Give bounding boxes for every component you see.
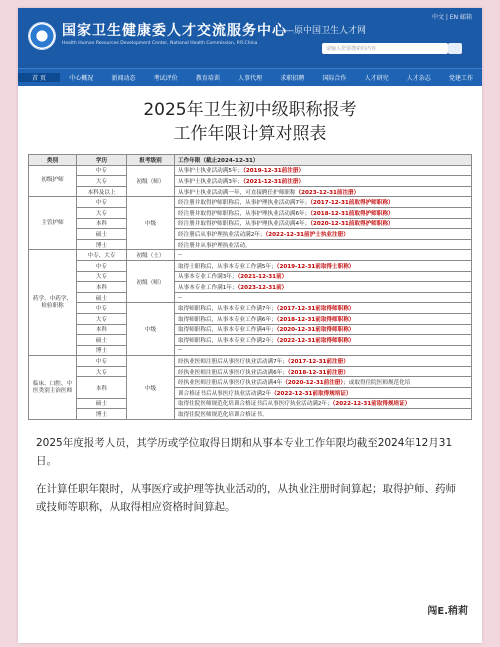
emblem-logo [28,22,56,50]
edu-cell: 硕士 [77,398,127,409]
years-cell: 经注册后从事护理执业活动满2年；（2022-12-31前护士执业注册） [175,229,472,240]
table-row [29,282,472,293]
nav-item-exams[interactable]: 考试评价 [153,75,178,82]
table-row [29,197,472,208]
table-row [29,176,472,187]
edu-cell: 硕士 [77,292,127,303]
nav-item-international[interactable]: 国际合作 [322,75,347,82]
level-cell: 初级（师） [127,165,175,197]
col-header-years: 工作年限（截止2024-12-31） [175,155,472,166]
table-row [29,292,472,303]
table-row [29,207,472,218]
category-cell: 初级护师 [29,165,77,197]
years-cell: -- [175,250,472,261]
level-cell: 初级（师） [127,260,175,302]
edu-cell: 大专 [77,176,127,187]
table-row [29,271,472,282]
edu-cell: 中专 [77,356,127,367]
nav-item-about[interactable]: 中心概况 [69,75,94,82]
edu-cell: 大专 [77,207,127,218]
table-row [29,165,472,176]
edu-cell: 本科及以上 [77,186,127,197]
years-cell: 从事护士执业活动满5年；（2019-12-31前注册） [175,165,472,176]
nav-item-news[interactable]: 新闻动态 [111,75,136,82]
table-row [29,239,472,250]
level-cell: 中级 [127,197,175,250]
site-subtitle: Health Human Resources Development Center, National Health Commission, P.R.China [62,41,258,46]
search-button[interactable] [448,43,462,54]
table-row [29,366,472,377]
edu-cell: 中专、大专 [77,250,127,261]
years-cell: 经注册并取得护师职称后，从事护理执业活动满7年；（2017-12-31前取得护师职称） [175,197,472,208]
years-cell: 取得住院医师规范化培训合格证书。 [175,409,472,420]
table-row [29,345,472,356]
nav-item-hr-agency[interactable]: 人事代理 [238,75,263,82]
col-header-category: 类别 [29,155,77,166]
edu-cell: 本科 [77,282,127,293]
years-cell: 训合格证书后从事医疗执业活动满2年（2022-12-31前取得规培证） [175,388,472,399]
edu-cell: 硕士 [77,229,127,240]
table-row [29,260,472,271]
col-header-education: 学历 [77,155,127,166]
nav-item-party[interactable]: 党建工作 [448,75,473,82]
table-row [29,324,472,335]
years-cell: 经执业医师注册后从事医疗执业活动满4年（2020-12-31前注册）；或取得住院医师规范化培 [175,377,472,388]
edu-cell: 大专 [77,313,127,324]
nav-item-jobs[interactable]: 求职招聘 [280,75,305,82]
years-cell: -- [175,292,472,303]
edu-cell: 硕士 [77,335,127,346]
table-row [29,218,472,229]
years-cell: 从事护士执业活动满3年；（2021-12-31前注册） [175,176,472,187]
years-cell: 取得师职称后，从事本专业工作满4年；（2020-12-31前取得师职称） [175,324,472,335]
table-row [29,335,472,346]
doc-title-line1: 2025年卫生初中级职称报考 [143,100,357,120]
search-input[interactable]: 请输入您要搜索的内容 [322,43,448,54]
table-row [29,398,472,409]
years-cell: 经注册并从事护理执业活动。 [175,239,472,250]
brand-text: ——原中国卫生人才网 [276,26,367,36]
years-cell: 取得师职称后，从事本专业工作满7年；（2017-12-31前取得师职称） [175,303,472,314]
table-row [29,356,472,367]
edu-cell: 中专 [77,303,127,314]
years-cell: 经执业医师注册后从事医疗执业活动满7年；（2017-12-31前注册） [175,356,472,367]
col-header-level: 报考级别 [127,155,175,166]
table-row [29,186,472,197]
edu-cell: 本科 [77,377,127,398]
note-paragraph-1: 2025年度报考人员，其学历或学位取得日期和从事本专业工作年限均截至2024年12月31日。 [36,436,453,467]
table-row [29,303,472,314]
table-row [29,250,472,261]
category-cell: 药学、中药学、检验职称 [29,250,77,356]
site-title[interactable]: 国家卫生健康委人才交流服务中心 [62,23,287,39]
category-cell: 临床、口腔、中医类别主治医师 [29,356,77,420]
level-cell: 中级 [127,356,175,420]
requirements-table [28,154,472,420]
years-cell: 从事护士执业活动满一年，可直接聘任护师职称（2023-12-31前注册） [175,186,472,197]
table-row [29,409,472,420]
edu-cell: 中专 [77,165,127,176]
years-cell: 经执业医师注册后从事医疗执业活动满6年；（2018-12-31前注册） [175,366,472,377]
edu-cell: 博士 [77,409,127,420]
years-cell: 经注册并取得护师职称后，从事护理执业活动满4年；（2020-12-31前取得护师职称） [175,218,472,229]
edu-cell: 中专 [77,197,127,208]
note-paragraph-2: 在计算任职年限时，从事医疗或护理等执业活动的，从执业注册时间算起；取得护师、药师或技师等职称，从取得相应资格时间算起。 [36,482,456,513]
level-cell: 初级（士） [127,250,175,261]
years-cell: 取得住院医师规范化培训合格证书后从事医疗执业活动满2年；（2022-12-31前取得规培证） [175,398,472,409]
edu-cell: 博士 [77,239,127,250]
years-cell: 取得师职称后，从事本专业工作满6年；（2018-12-31前取得师职称） [175,313,472,324]
nav-item-training[interactable]: 教育培训 [195,75,220,82]
years-cell: 取得士职称后，从事本专业工作满5年；（2019-12-31前取得士职称） [175,260,472,271]
level-cell: 中级 [127,303,175,356]
table-row [29,313,472,324]
table-row [29,229,472,240]
years-cell: -- [175,345,472,356]
years-cell: 从事本专业工作满3年；（2021-12-31前） [175,271,472,282]
edu-cell: 本科 [77,218,127,229]
edu-cell: 中专 [77,260,127,271]
category-cell: 主管护师 [29,197,77,250]
nav-item-research[interactable]: 人才研究 [364,75,389,82]
nav-item-home[interactable]: 首 页 [18,73,60,82]
years-cell: 经注册并取得护师职称后，从事护理执业活动满6年；（2018-12-31前取得护师职称） [175,207,472,218]
edu-cell: 博士 [77,345,127,356]
edu-cell: 大专 [77,271,127,282]
years-cell: 从事本专业工作满1年；（2023-12-31前） [175,282,472,293]
author-watermark: 闯E.稍莉 [427,606,468,617]
top-links[interactable]: 中文 | EN 邮箱 [431,14,472,21]
years-cell: 取得师职称后，从事本专业工作满2年；（2022-12-31前取得师职称） [175,335,472,346]
main-nav [18,68,482,86]
table-header-row [29,155,472,166]
nav-item-magazine[interactable]: 人才杂志 [406,75,431,82]
page-card [18,8,482,643]
edu-cell: 本科 [77,324,127,335]
site-header [18,8,482,68]
edu-cell: 大专 [77,366,127,377]
doc-title-line2: 工作年限计算对照表 [173,124,327,144]
table-row [29,377,472,388]
